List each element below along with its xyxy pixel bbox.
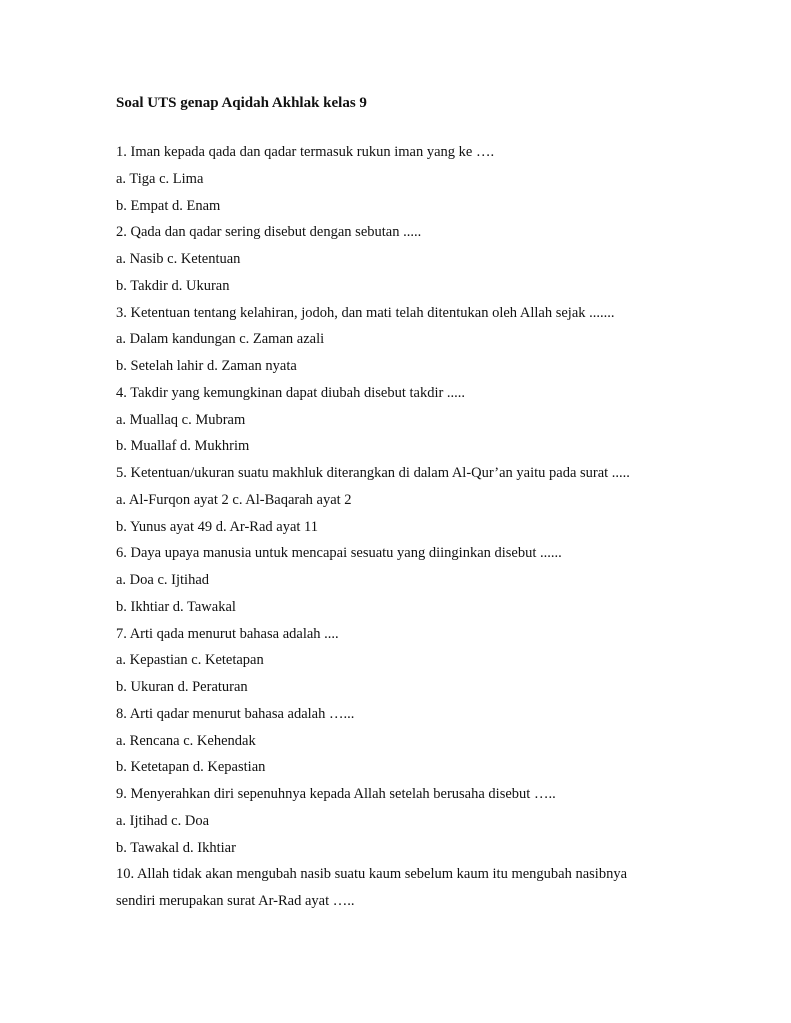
question-7-options-bd: b. Ukuran d. Peraturan <box>116 679 248 695</box>
question-7-options-ac: a. Kepastian c. Ketetapan <box>116 652 264 669</box>
question-2: 2. Qada dan qadar sering disebut dengan sebutan ..... <box>116 224 422 241</box>
question-7: 7. Arti qada menurut bahasa adalah .... <box>116 625 339 642</box>
question-5: 5. Ketentuan/ukuran suatu makhluk diterangkan di dalam Al-Qur’an yaitu pada surat ..... <box>116 465 630 481</box>
question-1-options-bd: b. Empat d. Enam <box>116 197 221 214</box>
question-10: 10. Allah tidak akan mengubah nasib suatu kaum sebelum kaum itu mengubah nasibnya <box>116 866 628 883</box>
question-4: 4. Takdir yang kemungkinan dapat diubah disebut takdir ..... <box>116 384 466 401</box>
question-2-options-ac: a. Nasib c. Ketentuan <box>116 251 241 267</box>
question-6-options-bd: b. Ikhtiar d. Tawakal <box>116 598 236 615</box>
question-3-options-bd: b. Setelah lahir d. Zaman nyata <box>116 358 297 374</box>
question-5-options-ac: a. Al-Furqon ayat 2 c. Al-Baqarah ayat 2 <box>116 491 352 508</box>
question-5-options-bd: b. Yunus ayat 49 d. Ar-Rad ayat 11 <box>116 518 319 535</box>
question-4-options-bd: b. Muallaf d. Mukhrim <box>116 438 250 455</box>
question-9-options-bd: b. Tawakal d. Ikhtiar <box>116 839 236 856</box>
question-2-options-bd: b. Takdir d. Ukuran <box>116 277 230 294</box>
question-1-options-ac: a. Tiga c. Lima <box>116 170 204 187</box>
question-8: 8. Arti qadar menurut bahasa adalah …... <box>116 705 355 722</box>
question-10-continuation: sendiri merupakan surat Ar-Rad ayat ….. <box>116 893 355 909</box>
question-8-options-ac: a. Rencana c. Kehendak <box>116 732 256 749</box>
question-6: 6. Daya upaya manusia untuk mencapai sesuatu yang diinginkan disebut ...... <box>116 545 562 562</box>
document-title: Soal UTS genap Aqidah Akhlak kelas 9 <box>116 95 367 111</box>
document-body <box>116 139 676 915</box>
question-9: 9. Menyerahkan diri sepenuhnya kepada Allah setelah berusaha disebut ….. <box>116 786 556 802</box>
question-8-options-bd: b. Ketetapan d. Kepastian <box>116 759 266 776</box>
question-6-options-ac: a. Doa c. Ijtihad <box>116 572 210 588</box>
question-9-options-ac: a. Ijtihad c. Doa <box>116 812 210 829</box>
question-3: 3. Ketentuan tentang kelahiran, jodoh, dan mati telah ditentukan oleh Allah sejak ....... <box>116 304 615 321</box>
question-4-options-ac: a. Muallaq c. Mubram <box>116 411 246 428</box>
question-1: 1. Iman kepada qada dan qadar termasuk rukun iman yang ke …. <box>116 144 495 160</box>
question-3-options-ac: a. Dalam kandungan c. Zaman azali <box>116 331 325 348</box>
